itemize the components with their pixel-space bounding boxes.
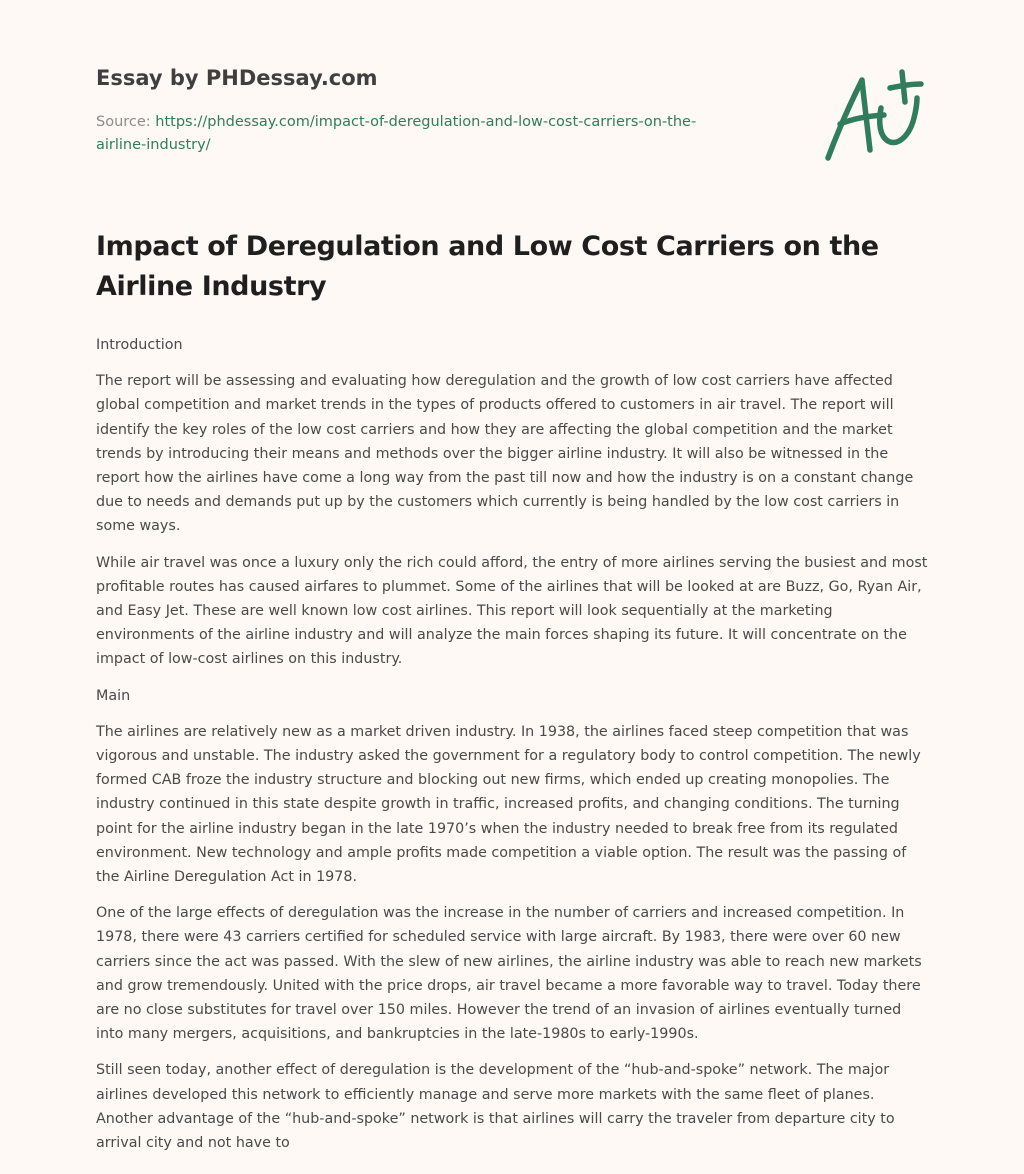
essay-body: [96, 227, 928, 1167]
essay-paragraph: While air travel was once a luxury only the rich could afford, the entry of more airlines serving the busiest and most profitable routes has caused airfares to plummet. Some of the airlines that will be looked at are Buzz, Go, Ryan Air, and Easy Jet. These are well known low cost airlines. This report will look sequentially at the marketing environments of the airline industry and will analyze the main forces shaping its future. It will concentrate on the impact of low-cost airlines on this industry.: [96, 554, 928, 668]
essay-header: [96, 64, 736, 157]
essay-paragraph: The report will be assessing and evaluating how deregulation and the growth of low cost carriers have affected global competition and market trends in the types of products offered to customers in air travel. The report will identify the key roles of the low cost carriers and how they are affecting the global competition and the market trends by introducing their means and methods over the bigger airline industry. It will also be witnessed in the report how the airlines have come a long way from the past till now and how the industry is on a constant change due to needs and demands put up by the customers which currently is being handled by the low cost carriers in some ways.: [96, 373, 914, 535]
a-plus-grade-icon: [818, 66, 930, 166]
essay-paragraph: The airlines are relatively new as a market driven industry. In 1938, the airlines faced steep competition that was vigorous and unstable. The industry asked the government for a regulatory body to control competition. The newly formed CAB froze the industry structure and blocking out new firms, which ended up creating monopolies. The industry continued in this state despite growth in traffic, increased profits, and changing conditions. The turning point for the airline industry began in the late 1970’s when the industry needed to break free from its regulated environment. New technology and ample profits made competition a viable option. The result was the passing of the Airline Deregulation Act in 1978.: [96, 723, 921, 886]
site-brand: Essay by PHDessay.com: [96, 66, 378, 90]
source-line: [96, 111, 736, 157]
essay-title: Impact of Deregulation and Low Cost Carriers on the Airline Industry: [96, 231, 879, 302]
essay-paragraph: Still seen today, another effect of deregulation is the development of the “hub-and-spoke” network. The major airlines developed this network to efficiently manage and serve more markets with the same fleet of planes. Another advantage of the “hub-and-spoke” network is that airlines will carry the traveler from departure city to arrival city and not have to: [96, 1062, 895, 1152]
section-heading-main: Main: [96, 687, 131, 704]
source-link[interactable]: https://phdessay.com/impact-of-deregulation-and-low-cost-carriers-on-the-airline-industry/: [96, 114, 697, 153]
section-heading-introduction: Introduction: [96, 337, 183, 353]
essay-paragraph: One of the large effects of deregulation was the increase in the number of carriers and increased competition. In 1978, there were 43 carriers certified for scheduled service with large aircraft. By 1983, there were over 60 new carriers since the act was passed. With the slew of new airlines, the airline industry was able to reach new markets and grow tremendously. United with the price drops, air travel became a more favorable way to travel. Today there are no close substitutes for travel over 150 miles. However the trend of an invasion of airlines eventually turned into many mergers, acquisitions, and bankruptcies in the late-1980s to early-1990s.: [96, 905, 922, 1043]
source-label: Source:: [96, 114, 156, 130]
